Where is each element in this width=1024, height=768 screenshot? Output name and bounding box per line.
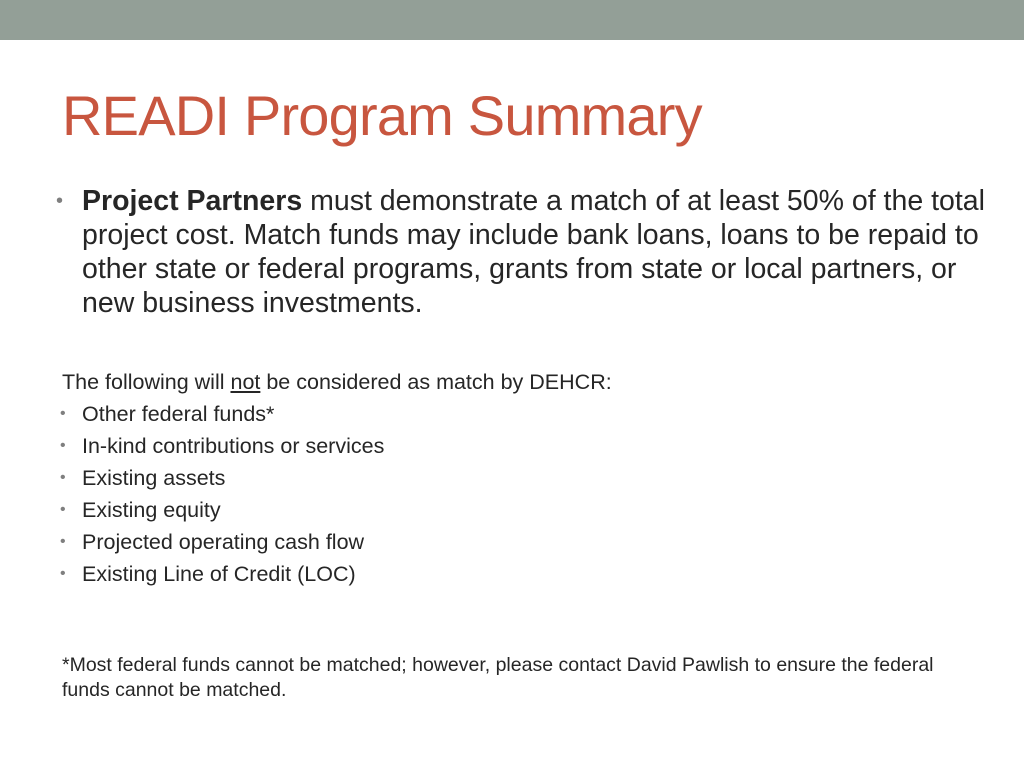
bullet-icon: • <box>60 405 66 422</box>
list-item: • Existing Line of Credit (LOC) <box>62 558 962 590</box>
slide-title: READI Program Summary <box>62 84 702 147</box>
lead-text <box>82 184 986 320</box>
bullet-icon: • <box>60 437 66 454</box>
lead-bold: Project Partners <box>82 185 303 217</box>
bullet-icon: • <box>56 190 64 212</box>
list-item: • Other federal funds* <box>62 398 962 430</box>
not-match-section <box>62 366 962 590</box>
lead-rest: must demonstrate a match of at least 50% of the total project cost. Match funds may include bank loans, loans to be repaid to other state or federal programs, grants from state or local partners, or new business investments. <box>82 185 985 319</box>
underlined-not: not <box>230 370 261 394</box>
list-item: • In-kind contributions or services <box>62 430 962 462</box>
bullet-icon: • <box>60 469 66 486</box>
bullet-icon: • <box>60 565 66 582</box>
list-item: • Existing equity <box>62 494 962 526</box>
footnote: *Most federal funds cannot be matched; however, please contact David Pawlish to ensure the federal funds cannot be matched. <box>62 654 934 701</box>
not-match-list <box>62 398 962 590</box>
header-band <box>0 0 1024 40</box>
lead-paragraph <box>56 184 986 320</box>
list-item: • Projected operating cash flow <box>62 526 962 558</box>
bullet-icon: • <box>60 533 66 550</box>
not-match-intro: The following will not be considered as match by DEHCR: <box>62 370 612 394</box>
bullet-icon: • <box>60 501 66 518</box>
list-item: • Existing assets <box>62 462 962 494</box>
